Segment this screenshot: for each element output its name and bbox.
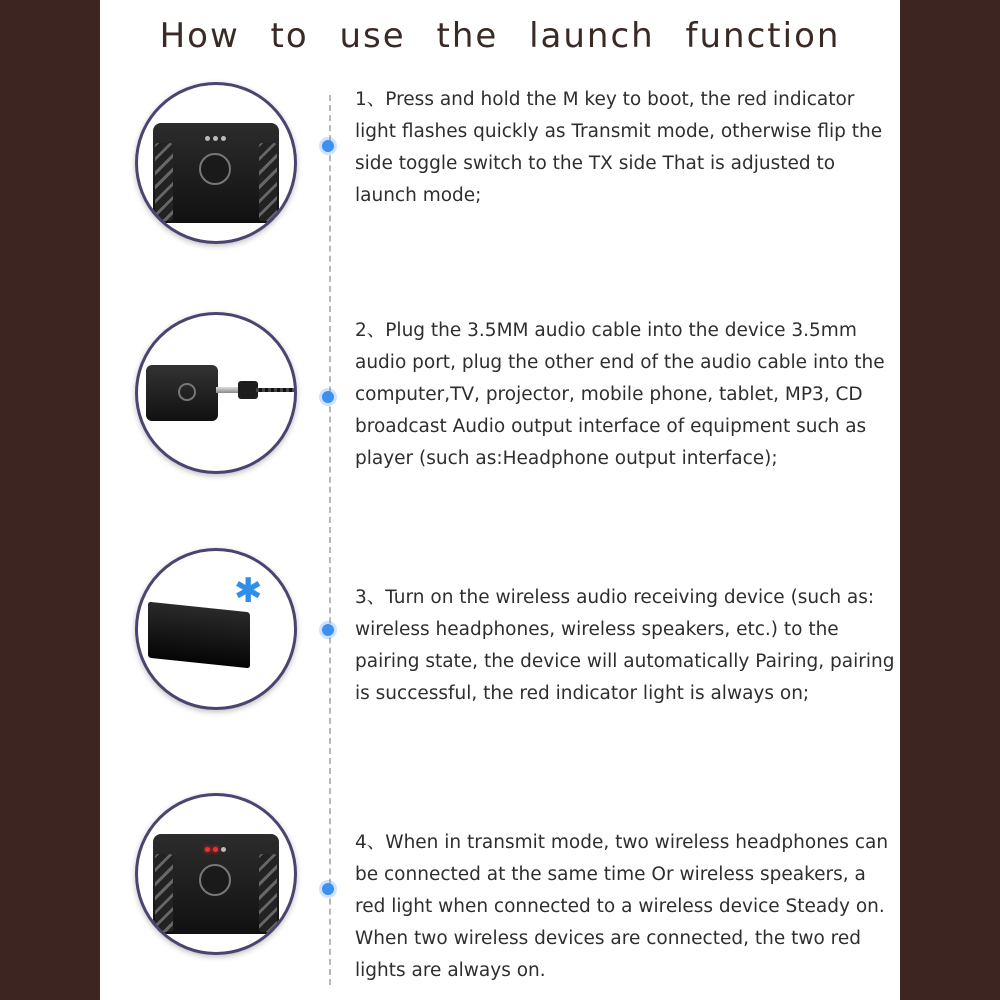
timeline-dot-1 [322,140,334,152]
audio-cable [256,388,297,392]
timeline-dot-3 [322,624,334,636]
red-indicator-led [213,847,218,852]
step-2-text: 2、Plug the 3.5MM audio cable into the device 3.5mm audio port, plug the other end of the audio cable into the computer,TV, projector, mobile phone, tablet, MP3, CD broadcast Audio output interface of equipment such as player (such as:Headphone output interface); [355,320,885,469]
m-key-button-icon [199,153,231,185]
device-grip-right [259,854,277,932]
indicator-led [213,136,218,141]
timeline-dot-4 [322,883,334,895]
red-indicator-led [205,847,210,852]
indicator-led [221,136,226,141]
step-1-text: 1、Press and hold the M key to boot, the red indicator light flashes quickly as Transmit mode, otherwise flip the side toggle switch to the TX side That is adjusted to launch mode; [355,89,883,206]
bluetooth-speaker-icon [148,602,250,669]
timeline-dot-2 [322,391,334,403]
transmitter-device-front-icon [153,123,279,223]
step-2-image [135,312,297,474]
audio-cable-plug-icon [146,365,218,421]
indicator-led [205,136,210,141]
page-title: How to use the launch function [159,16,841,56]
indicator-led [221,847,226,852]
plug-body [238,381,258,399]
plug-tip [216,387,240,393]
device-grip-left [155,143,173,221]
step-4-image [135,793,297,955]
instruction-panel [100,0,900,1000]
device-button-icon [178,383,196,401]
step-3-text: 3、Turn on the wireless audio receiving device (such as: wireless headphones, wireless speakers, etc.) to the pairing state, the device will automatically Pairing, pairing is successful, the red indicator light is always on; [355,587,895,704]
bluetooth-icon: ✱ [234,571,263,611]
device-grip-right [259,143,277,221]
transmitter-red-lights-icon [153,834,279,934]
m-key-button-icon [199,864,231,896]
step-4-text: 4、When in transmit mode, two wireless headphones can be connected at the same time Or wireless speakers, a red light when connected to a wireless device Steady on. When two wireless devices are connected, the two red lights are always on. [355,832,889,981]
device-grip-left [155,854,173,932]
step-3-image [135,548,297,710]
step-1-image [135,82,297,244]
timeline-dashed-line [329,95,331,985]
